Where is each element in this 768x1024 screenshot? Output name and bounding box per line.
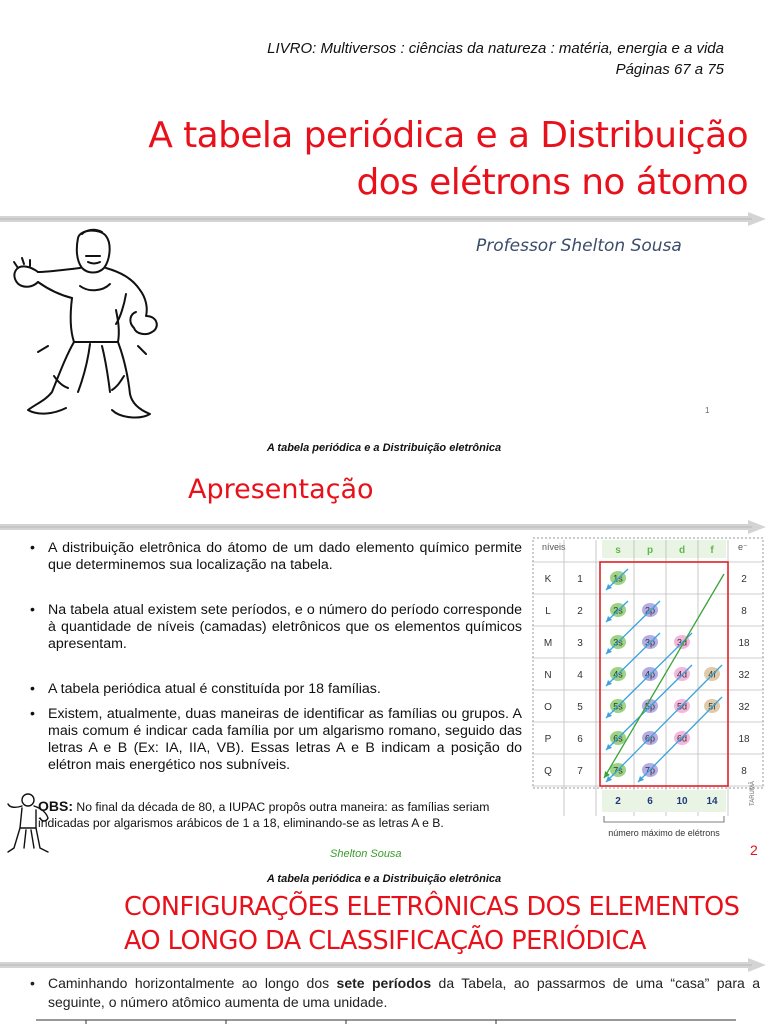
subshell-5d-label: 5d: [676, 701, 688, 712]
slide-1: [0, 0, 768, 430]
table-top-edge: [36, 1018, 736, 1024]
levels-label: níveis: [542, 542, 566, 552]
bullet-2: • Na tabela atual existem sete períodos, e o número do período corresponde à quantidade de níveis (camadas) eletrônicos que os elementos químicos apresentam.: [30, 602, 522, 653]
subshell-2s-label: 2s: [613, 605, 623, 616]
subshell-7s-label: 7s: [613, 765, 623, 776]
level-letter-M: M: [543, 638, 553, 649]
level-number-5: 5: [577, 702, 583, 713]
subshell-3p-label: 3p: [644, 637, 656, 648]
slide-3-title: [124, 890, 739, 958]
subshell-5f-label: 5f: [708, 701, 716, 712]
book-pages: Páginas 67 a 75: [615, 61, 724, 78]
level-max-N: 32: [738, 670, 750, 681]
hulk-illustration: [8, 226, 160, 426]
level-letter-Q: Q: [544, 766, 552, 777]
electron-distribution-diagram: [532, 536, 764, 862]
column-header-d: d: [678, 545, 686, 556]
subshell-6s-label: 6s: [613, 733, 623, 744]
title-line-2: dos elétrons no átomo: [356, 162, 748, 203]
book-reference: LIVRO: Multiversos : ciências da natureza : matéria, energia e a vida: [267, 40, 724, 57]
slide-3-title-line-2: AO LONGO DA CLASSIFICAÇÃO PERIÓDICA: [124, 926, 646, 956]
level-letter-O: O: [544, 702, 552, 713]
slide-3-bullet: [30, 974, 760, 1012]
slide-2-page-number: 2: [750, 842, 758, 858]
footer-author: Shelton Sousa: [330, 848, 402, 860]
totals-bracket: [604, 816, 724, 822]
obs-note: [38, 798, 528, 831]
column-total-p: 6: [647, 796, 653, 807]
slide-3: [0, 868, 768, 1024]
slide-2-header: A tabela periódica e a Distribuição eletrônica: [266, 442, 502, 454]
slide-1-page-number: 1: [705, 406, 710, 415]
subshell-4f-label: 4f: [708, 669, 716, 680]
obs-text: No final da década de 80, a IUPAC propôs outra maneira: as famílias seriam indicadas por algarismos arábicos de 1 a 18, eliminando-se as letras A e B.: [38, 800, 490, 830]
bullet-4: • Existem, atualmente, duas maneiras de identificar as famílias ou grupos. A mais comum é indicar cada família por um algarismo romano, seguido das letras A e B (Ex: IA, IIA, VB). Essas letras A e B indicam a posição do elétron mais energético nos subníveis.: [30, 706, 522, 774]
bullet-text-bold: sete períodos: [336, 975, 432, 991]
bullet-text-end: da Tabela, ao passarmos de uma “casa” para a seguinte, o número atômico aumenta de uma unidade.: [48, 975, 760, 1010]
subshell-1s-label: 1s: [613, 573, 623, 584]
subshell-4d-label: 4d: [676, 669, 688, 680]
column-total-s: 2: [615, 796, 621, 807]
slide-3-header: A tabela periódica e a Distribuição eletrônica: [266, 873, 502, 885]
bullet-1: • A distribuição eletrônica do átomo de um dado elemento químico permite que determinemos sua localização na tabela.: [30, 540, 522, 574]
level-letter-L: L: [545, 606, 551, 617]
subshell-3d-label: 3d: [676, 637, 688, 648]
subshell-6d-label: 6d: [676, 733, 688, 744]
column-header-s: s: [615, 545, 621, 556]
level-number-2: 2: [577, 606, 583, 617]
subshell-6p-label: 6p: [644, 733, 656, 744]
subshell-4p-label: 4p: [644, 669, 656, 680]
slide-2: [0, 430, 768, 868]
bullet-3: • A tabela periódica atual é constituída por 18 famílias.: [30, 681, 522, 698]
level-letter-P: P: [544, 734, 552, 745]
level-number-4: 4: [577, 670, 583, 681]
electrons-label: e⁻: [738, 542, 748, 552]
column-header-p: p: [646, 545, 654, 556]
divider-arrow-bar-2: [0, 520, 768, 534]
subshell-5s-label: 5s: [613, 701, 623, 712]
max-electrons-label: número máximo de elétrons: [608, 828, 720, 838]
level-letter-N: N: [544, 670, 552, 681]
level-number-3: 3: [577, 638, 583, 649]
professor-name: Professor Shelton Sousa: [476, 236, 682, 256]
column-total-f: 14: [706, 796, 718, 807]
level-max-P: 18: [738, 734, 750, 745]
subshell-7p-label: 7p: [644, 765, 656, 776]
bullet-text-start: Caminhando horizontalmente ao longo dos: [48, 975, 337, 991]
level-max-O: 32: [738, 702, 750, 713]
slide-1-title: [128, 112, 748, 206]
column-total-d: 10: [676, 796, 688, 807]
order-arrow-7: [606, 665, 722, 782]
level-number-7: 7: [577, 766, 583, 777]
image-credit: TARUMÃ: [750, 781, 756, 806]
level-letter-K: K: [544, 574, 552, 585]
presentation-bullets: [30, 540, 522, 774]
subshell-4s-label: 4s: [613, 669, 623, 680]
subshell-3s-label: 3s: [613, 637, 623, 648]
column-header-f: f: [710, 545, 714, 556]
level-max-L: 8: [741, 606, 747, 617]
slide-2-title: Apresentação: [188, 474, 374, 505]
level-number-6: 6: [577, 734, 583, 745]
title-line-1: A tabela periódica e a Distribuição: [148, 115, 748, 156]
level-number-1: 1: [577, 574, 583, 585]
level-max-M: 18: [738, 638, 750, 649]
divider-arrow-bar: [0, 212, 768, 226]
subshell-5p-label: 5p: [644, 701, 656, 712]
level-max-Q: 8: [741, 766, 747, 777]
level-max-K: 2: [741, 574, 747, 585]
subshell-2p-label: 2p: [644, 605, 656, 616]
divider-arrow-bar-3: [0, 958, 768, 972]
obs-label: OBS:: [38, 798, 73, 814]
slide-3-title-line-1: CONFIGURAÇÕES ELETRÔNICAS DOS ELEMENTOS: [124, 892, 740, 922]
